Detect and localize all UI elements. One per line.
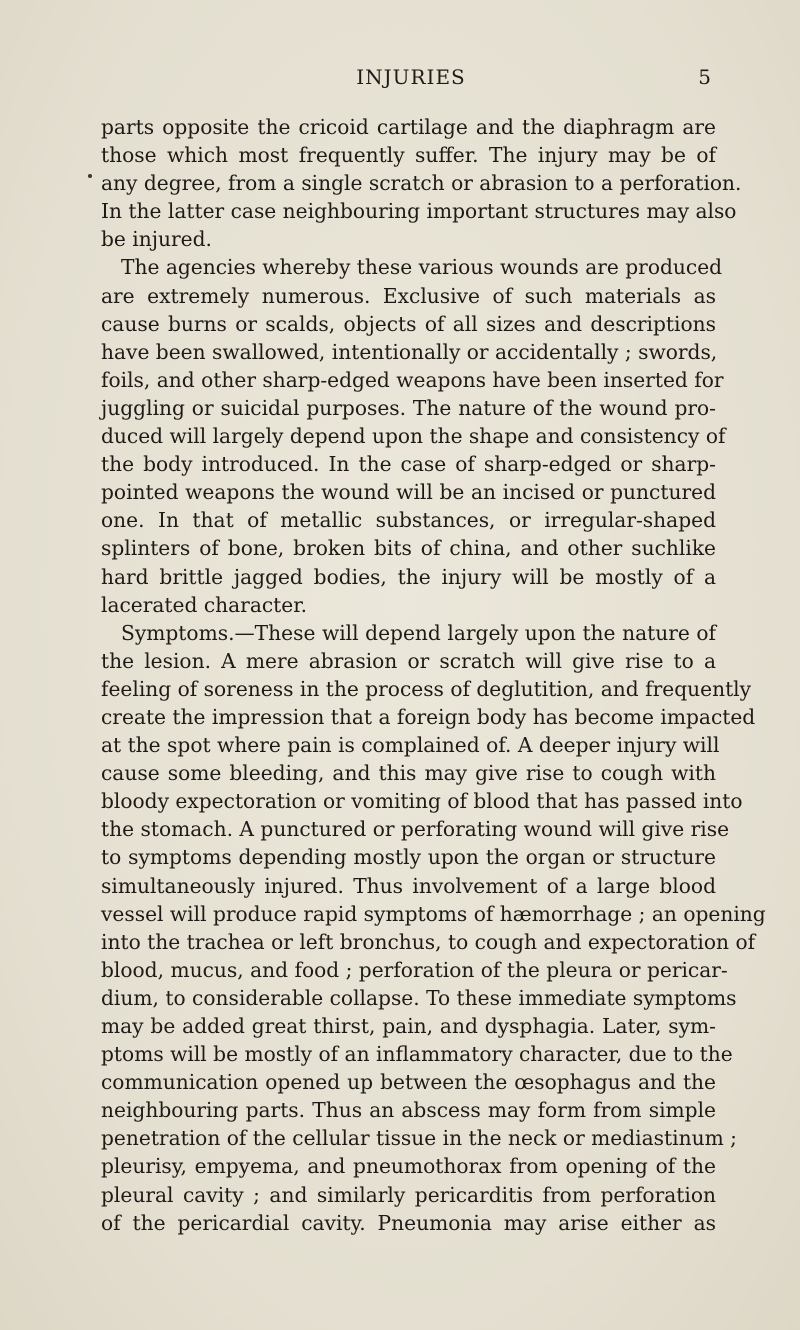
text-line: the lesion. A mere abrasion or scratch will give rise to a	[101, 648, 716, 673]
text-line: create the impression that a foreign body has become impacted	[101, 704, 756, 729]
text-line: In the latter case neighbouring important structures may also	[101, 199, 737, 224]
text-line: ptoms will be mostly of an inflammatory character, due to the	[101, 1042, 733, 1067]
text-line: the body introduced. In the case of sharp-edged or sharp-	[101, 452, 716, 477]
text-line: be injured.	[101, 227, 212, 252]
text-line: foils, and other sharp-edged weapons have been inserted for	[101, 367, 724, 392]
text-line: neighbouring parts. Thus an abscess may form from simple	[101, 1098, 716, 1123]
body-text	[101, 113, 766, 1237]
text-line: any degree, from a single scratch or abrasion to a perforation.	[101, 171, 742, 196]
text-line: dium, to considerable collapse. To these immediate symptoms	[101, 985, 737, 1010]
text-line: lacerated character.	[101, 592, 308, 617]
running-head	[0, 62, 800, 92]
text-line: of the pericardial cavity. Pneumonia may arise either as	[101, 1210, 716, 1235]
text-line: splinters of bone, broken bits of china, and other suchlike	[101, 536, 716, 561]
text-line: bloody expectoration or vomiting of blood that has passed into	[101, 789, 743, 814]
text-line: may be added great thirst, pain, and dysphagia. Later, sym-	[101, 1014, 716, 1038]
text-line: duced will largely depend upon the shape and consistency of	[101, 424, 726, 449]
text-line: those which most frequently suffer. The injury may be of	[101, 143, 716, 168]
running-title: INJURIES	[356, 65, 466, 89]
text-line: parts opposite the cricoid cartilage and the diaphragm are	[101, 115, 716, 139]
text-line: into the trachea or left bronchus, to cough and expectoration of	[101, 929, 756, 954]
text-line: cause some bleeding, and this may give rise to cough with	[101, 761, 716, 786]
text-line: penetration of the cellular tissue in the neck or mediastinum ;	[101, 1126, 737, 1151]
text-line: communication opened up between the œsophagus and the	[101, 1070, 716, 1095]
text-line: the stomach. A punctured or perforating wound will give rise	[101, 817, 730, 842]
text-line: vessel will produce rapid symptoms of hæmorrhage ; an opening	[101, 901, 766, 926]
text-line: simultaneously injured. Thus involvement of a large blood	[101, 873, 716, 898]
page-number: 5	[698, 65, 711, 89]
text-line: to symptoms depending mostly upon the organ or structure	[101, 845, 716, 870]
text-line: pleural cavity ; and similarly pericarditis from perforation	[101, 1182, 716, 1207]
margin-speck	[88, 174, 92, 178]
text-line: The agencies whereby these various wounds are produced	[121, 255, 723, 280]
text-line: hard brittle jagged bodies, the injury will be mostly of a	[101, 564, 716, 589]
text-line: Symptoms.—These will depend largely upon the nature of	[121, 620, 716, 645]
text-line: pleurisy, empyema, and pneumothorax from opening of the	[101, 1154, 716, 1179]
text-line: at the spot where pain is complained of. A deeper injury will	[101, 733, 720, 758]
text-line: cause burns or scalds, objects of all sizes and descriptions	[101, 311, 716, 336]
text-line: have been swallowed, intentionally or accidentally ; swords,	[101, 339, 718, 364]
text-line: pointed weapons the wound will be an incised or punctured	[101, 480, 716, 505]
text-line: are extremely numerous. Exclusive of such materials as	[101, 283, 716, 308]
text-line: juggling or suicidal purposes. The nature of the wound pro-	[101, 395, 716, 420]
text-line: blood, mucus, and food ; perforation of the pleura or pericar-	[101, 957, 728, 982]
text-line: feeling of soreness in the process of deglutition, and frequently	[101, 676, 752, 701]
text-line: one. In that of metallic substances, or irregular-shaped	[101, 508, 716, 533]
